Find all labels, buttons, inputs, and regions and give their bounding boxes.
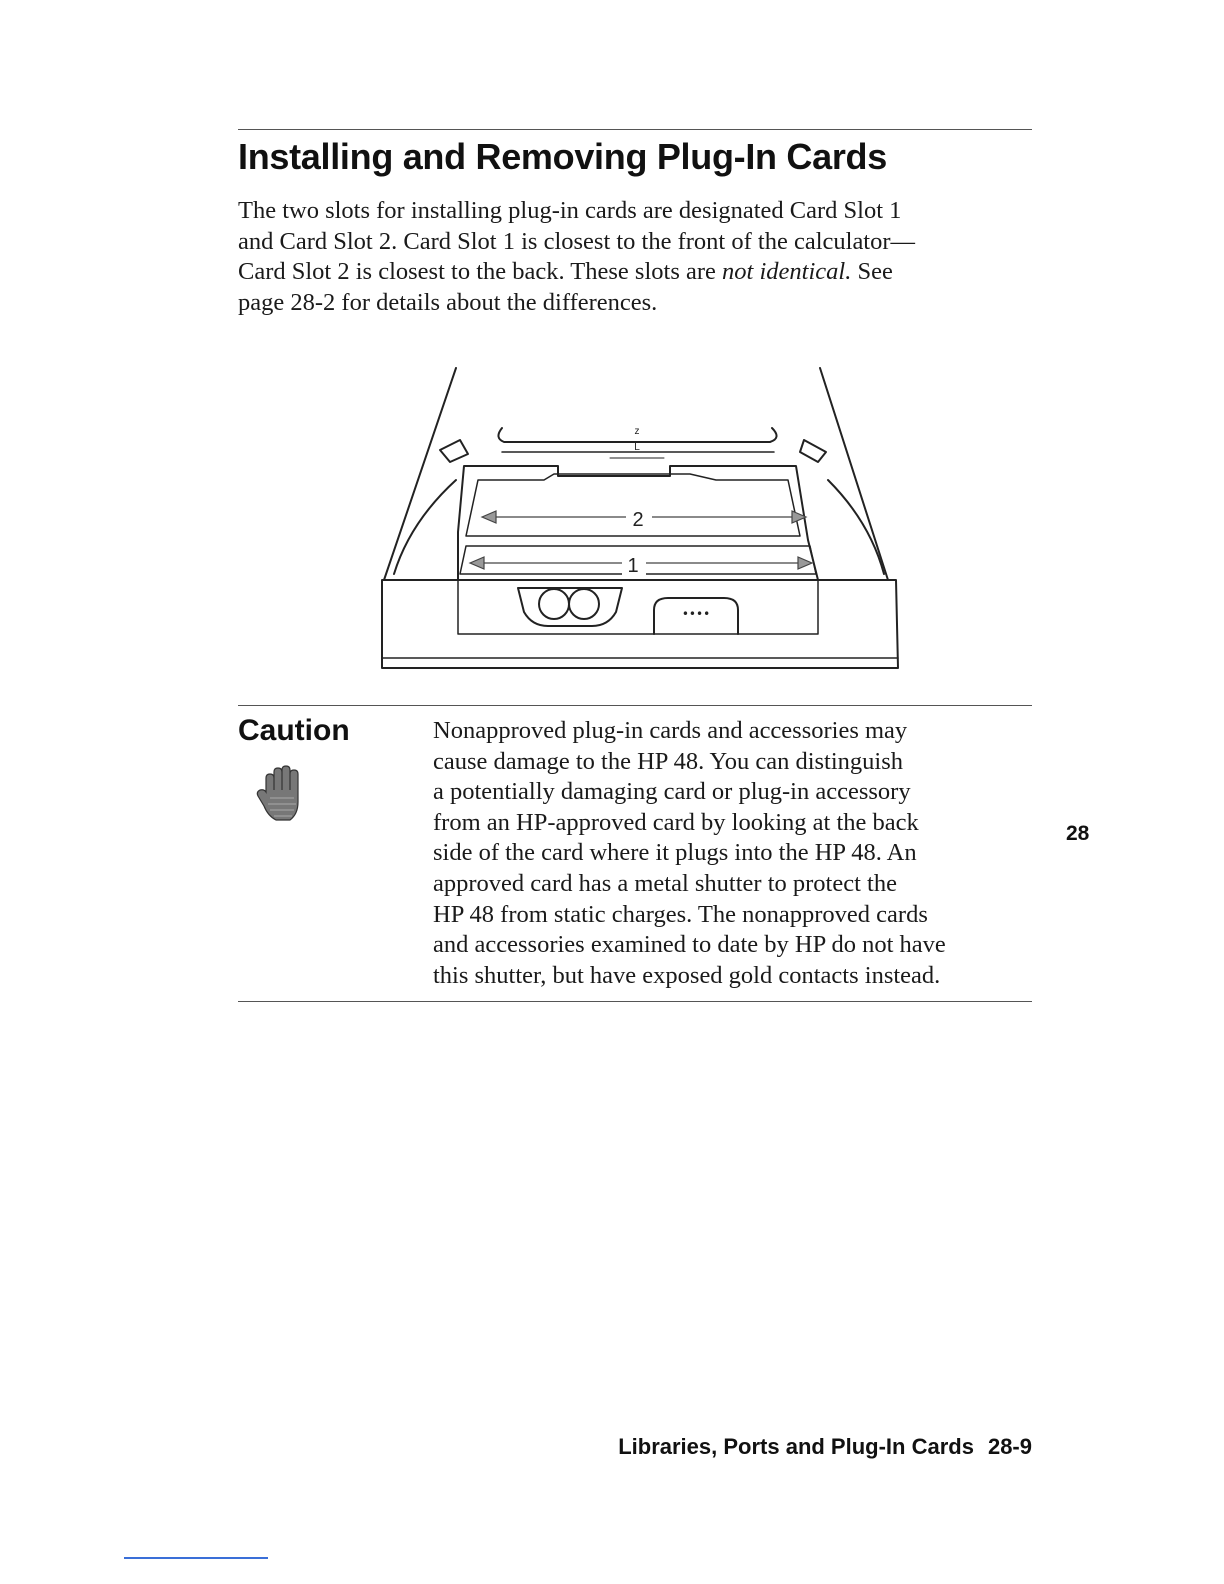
not-identical-emphasis: not identical. bbox=[722, 258, 852, 285]
left-latch-icon bbox=[440, 440, 468, 462]
page-title: Installing and Removing Plug-In Cards bbox=[238, 136, 887, 177]
ir-lens-right-icon bbox=[569, 589, 599, 619]
chapter-tab: 28 bbox=[1066, 822, 1090, 845]
right-housing-curve bbox=[828, 480, 884, 574]
intro-line-2: and Card Slot 2. Card Slot 1 is closest to the front of the calculator— bbox=[238, 227, 916, 255]
heading-top-rule bbox=[238, 129, 1032, 130]
lower-slot-mark: L bbox=[634, 442, 640, 453]
footer-section-title: Libraries, Ports and Plug-In Cards bbox=[618, 1434, 974, 1459]
intro-line-3-end: See bbox=[851, 258, 893, 285]
footer-page-number: 28-9 bbox=[987, 1434, 1032, 1459]
right-latch-icon bbox=[800, 440, 826, 462]
slot-2-label: 2 bbox=[632, 509, 644, 531]
intro-paragraph bbox=[238, 196, 1018, 318]
card-slots-illustration bbox=[370, 362, 910, 682]
caution-heading: Caution bbox=[238, 714, 350, 747]
intro-line-3 bbox=[238, 257, 1018, 288]
caution-line: side of the card where it plugs into the HP 48. An bbox=[433, 839, 917, 867]
slot-1-arrow-right-icon bbox=[798, 557, 812, 569]
calculator-left-edge bbox=[384, 368, 456, 580]
intro-line-3-start: Card Slot 2 is closest to the back. These slots are bbox=[238, 258, 723, 285]
scan-edge-line bbox=[124, 1557, 268, 1559]
caution-line: this shutter, but have exposed gold contacts instead. bbox=[433, 961, 941, 989]
caution-line: approved card has a metal shutter to protect the bbox=[433, 869, 897, 897]
upper-slot-mark: z bbox=[634, 426, 640, 437]
connector-pins: •••• bbox=[681, 607, 711, 621]
caution-line: and accessories examined to date by HP do not have bbox=[433, 931, 946, 959]
caution-line: from an HP-approved card by looking at the back bbox=[433, 808, 919, 836]
left-housing-curve bbox=[394, 480, 456, 574]
slot-2-arrow-left-icon bbox=[482, 511, 496, 523]
caution-line: HP 48 from static charges. The nonapproved cards bbox=[433, 900, 928, 928]
caution-text bbox=[433, 716, 1033, 991]
caution-line: cause damage to the HP 48. You can distinguish bbox=[433, 747, 903, 775]
caution-bottom-rule bbox=[238, 1001, 1032, 1002]
caution-top-rule bbox=[238, 705, 1032, 706]
caution-line: a potentially damaging card or plug-in accessory bbox=[433, 778, 911, 806]
calculator-base bbox=[382, 580, 898, 668]
ir-lens-left-icon bbox=[539, 589, 569, 619]
slot-1-label: 1 bbox=[627, 555, 639, 577]
caution-line: Nonapproved plug-in cards and accessories may bbox=[433, 717, 908, 744]
intro-line-1: The two slots for installing plug-in cards are designated Card Slot 1 bbox=[238, 197, 902, 224]
caution-hand-icon bbox=[254, 764, 310, 824]
slot-1-arrow-left-icon bbox=[470, 557, 484, 569]
page-footer bbox=[618, 1434, 1032, 1460]
intro-line-4: page 28-2 for details about the differences. bbox=[238, 288, 658, 316]
calculator-right-edge bbox=[820, 368, 888, 580]
